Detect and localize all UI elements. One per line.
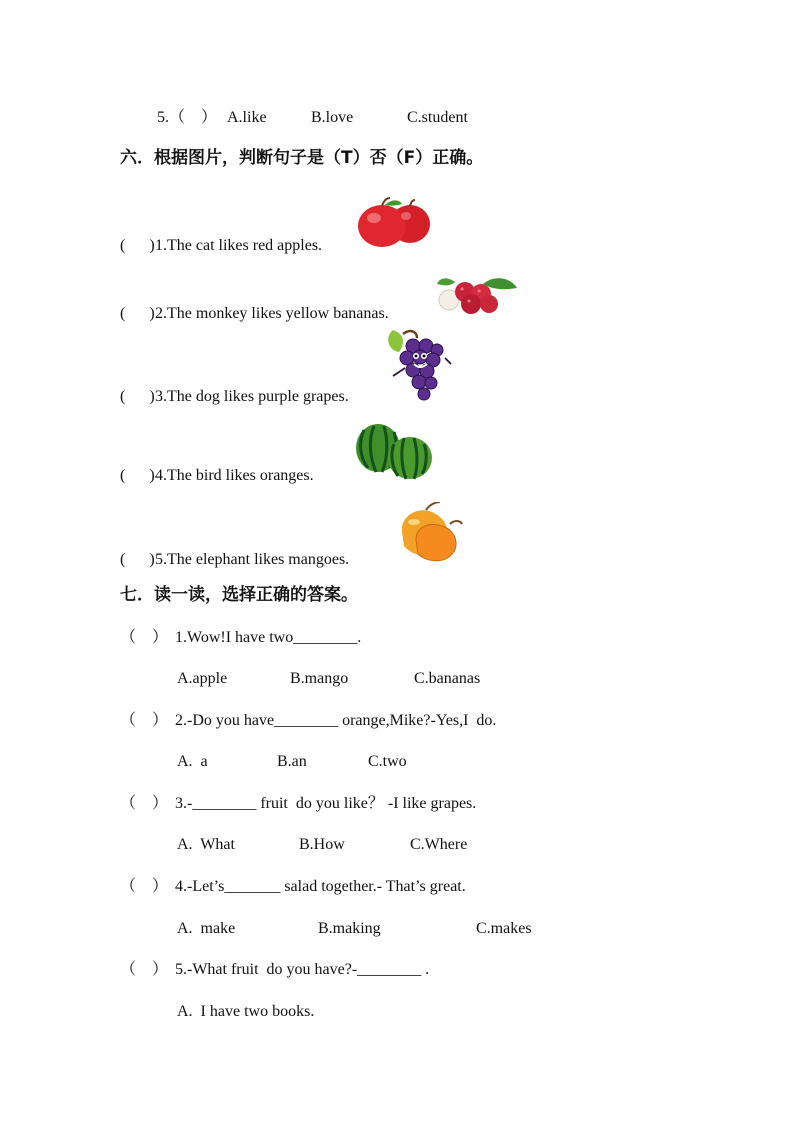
answer-bracket[interactable]: （ ）: [120, 961, 169, 978]
grapes-icon: [383, 324, 453, 404]
judge-sentence: 5.The elephant likes mangoes.: [155, 551, 350, 568]
answer-bracket[interactable]: ( ): [120, 388, 155, 405]
lychees-icon: [435, 272, 519, 314]
apples-icon: [354, 196, 434, 250]
judge-sentence: 1.The cat likes red apples.: [155, 237, 323, 254]
option-a: A. What: [177, 836, 235, 853]
section-6-heading: 六．根据图片，判断句子是（T）否（F）正确。: [120, 148, 484, 168]
option-c: C.makes: [476, 920, 532, 937]
option-c: C.bananas: [414, 670, 481, 687]
answer-bracket[interactable]: （ ）: [120, 712, 169, 729]
question-number: 5.（ ）: [157, 109, 218, 126]
answer-bracket[interactable]: ( ): [120, 237, 155, 254]
judge-sentence: 4.The bird likes oranges.: [155, 467, 314, 484]
option-a: A. make: [177, 920, 236, 937]
option-b: B.making: [318, 920, 381, 937]
question-stem: 1.Wow!I have two________.: [175, 629, 362, 646]
judge-sentence: 2.The monkey likes yellow bananas.: [155, 305, 389, 322]
answer-bracket[interactable]: ( ): [120, 305, 155, 322]
option-b: B.love: [311, 109, 354, 126]
question-stem: 3.-________ fruit do you like？ -I like grapes.: [175, 795, 477, 812]
section-7-heading: 七．读一读，选择正确的答案。: [120, 585, 358, 605]
watermelons-icon: [354, 422, 434, 480]
option-a: A. a: [177, 753, 208, 770]
option-a: A.like: [227, 109, 267, 126]
option-b: B.mango: [290, 670, 349, 687]
option-b: B.How: [299, 836, 345, 853]
judge-sentence: 3.The dog likes purple grapes.: [155, 388, 349, 405]
answer-bracket[interactable]: （ ）: [120, 629, 169, 646]
answer-bracket[interactable]: ( ): [120, 467, 155, 484]
option-c: C.two: [368, 753, 407, 770]
question-stem: 2.-Do you have________ orange,Mike?-Yes,I do.: [175, 712, 497, 729]
option-a: A. I have two books.: [177, 1003, 315, 1020]
question-stem: 4.-Let’s_______ salad together.- That’s great.: [175, 878, 466, 895]
option-b: B.an: [277, 753, 307, 770]
mango-icon: [396, 502, 466, 564]
answer-bracket[interactable]: ( ): [120, 551, 155, 568]
question-stem: 5.-What fruit do you have?-________ .: [175, 961, 430, 978]
option-c: C.Where: [410, 836, 468, 853]
answer-bracket[interactable]: （ ）: [120, 878, 169, 895]
answer-bracket[interactable]: （ ）: [120, 795, 169, 812]
option-a: A.apple: [177, 670, 228, 687]
option-c: C.student: [407, 109, 468, 126]
